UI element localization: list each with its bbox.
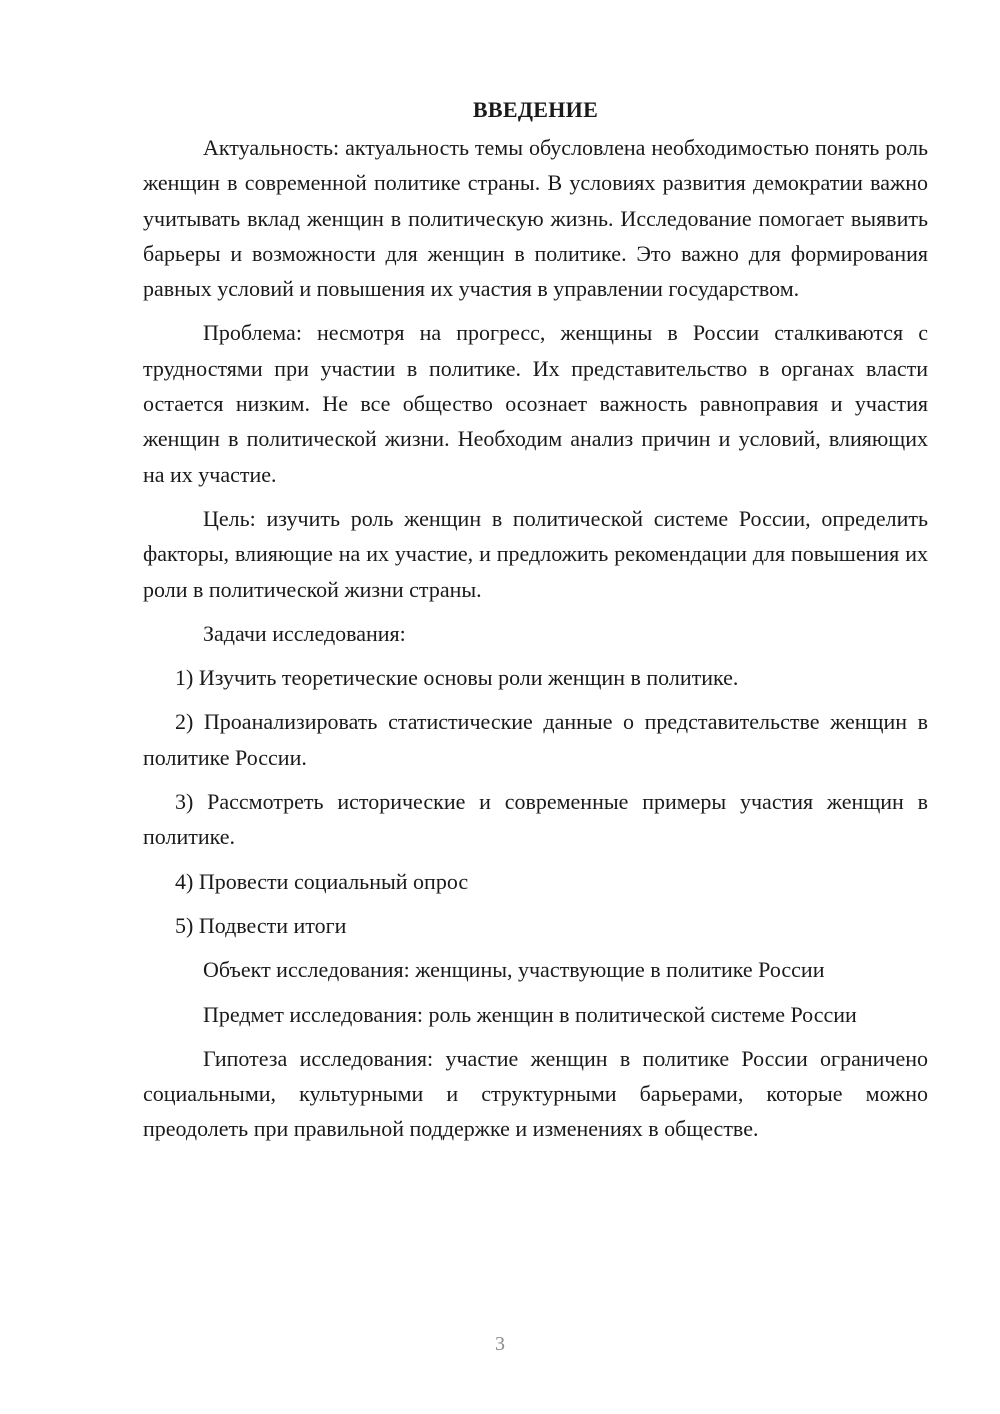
section-heading: ВВЕДЕНИЕ bbox=[472, 97, 599, 122]
task-item-1: 1) Изучить теоретические основы роли женщин в политике. bbox=[175, 665, 739, 691]
paragraph-goal: Цель: изучить роль женщин в политической системе России, определить факторы, влияющие на их участие, и предложить рекомендации для повышения их роли в политической жизни страны. bbox=[143, 505, 928, 602]
paragraph-hypothesis: Гипотеза исследования: участие женщин в политике России ограничено социальными, культурными и структурными барьерами, которые можно преодолеть при правильной поддержке и изменениях в обществе. bbox=[143, 1045, 928, 1142]
task-item-3: 3) Рассмотреть исторические и современные примеры участия женщин в политике. bbox=[143, 789, 928, 850]
task-item-5: 5) Подвести итоги bbox=[175, 912, 347, 938]
paragraph-relevance: Актуальность: актуальность темы обусловлена необходимостью понять роль женщин в современной политике страны. В условиях развития демократии важно учитывать вклад женщин в политическую жизнь. Исследование помогает выявить барьеры и возможности для женщин в политике. Это важно для формирования равных условий и повышения их участия в управлении государством. bbox=[143, 135, 928, 302]
page-number: 3 bbox=[495, 1333, 505, 1355]
page-content bbox=[143, 94, 928, 1147]
paragraph-object: Объект исследования: женщины, участвующие в политике России bbox=[203, 957, 825, 983]
paragraph-tasks-title: Задачи исследования: bbox=[203, 620, 406, 646]
paragraph-subject: Предмет исследования: роль женщин в политической системе России bbox=[203, 1001, 857, 1027]
paragraph-problem: Проблема: несмотря на прогресс, женщины в России сталкиваются с трудностями при участии в политике. Их представительство в органах власти остается низким. Не все общество осознает важность равноправия и участия женщин в политической жизни. Необходим анализ причин и условий, влияющих на их участие. bbox=[143, 320, 928, 487]
task-item-2: 2) Проанализировать статистические данные о представительстве женщин в политике России. bbox=[143, 709, 928, 770]
task-item-4: 4) Провести социальный опрос bbox=[175, 868, 469, 894]
